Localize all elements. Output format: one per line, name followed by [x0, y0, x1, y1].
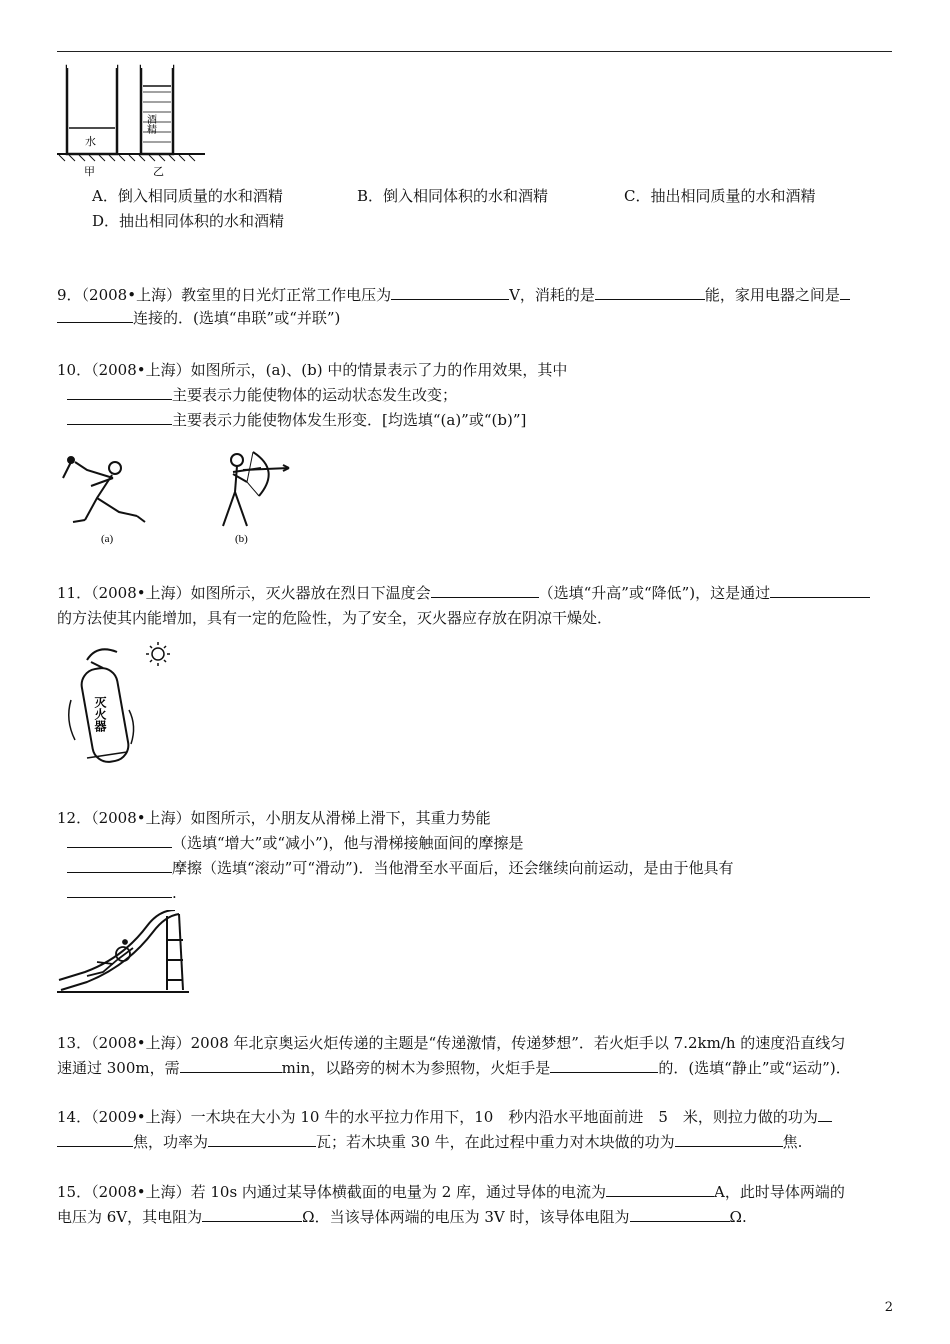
q11-blank-temperature[interactable]	[431, 583, 539, 598]
q9-line2	[57, 308, 340, 328]
q10-fig-a-label: (a)	[101, 533, 114, 545]
q10-line2	[57, 385, 457, 405]
q15-text-2: 电压为 6V，其电阻为	[57, 1208, 203, 1226]
q10-figure	[57, 448, 302, 548]
q9-text-1: 9．（2008•上海）教室里的日光灯正常工作电压为	[57, 286, 392, 304]
q9-text-2: V，消耗的是	[509, 286, 595, 304]
q9-line1	[57, 285, 850, 305]
q10-text-2: 主要表示力能使物体的运动状态发生改变；	[172, 386, 458, 404]
q12-text-3: 摩擦（选填“滚动”可“滑动”)．当他滑至水平面后，还会继续向前运动，是由于他具有	[172, 859, 734, 877]
q13-line2	[57, 1058, 851, 1078]
q8-containers-figure	[57, 62, 207, 180]
q15-line2	[57, 1207, 747, 1227]
sun-icon	[146, 642, 170, 666]
q12-text-2: （选填“增大”或“减小”)，他与滑梯接触面间的摩擦是	[172, 834, 524, 852]
q8-jia-label: 甲	[84, 166, 95, 178]
q9-blank-energy[interactable]	[595, 285, 705, 300]
q13-line1: 13．（2008•上海）2008 年北京奥运火炬传递的主题是“传递激情，传递梦想”．若火炬手以 7.2km/h 的速度沿直线匀	[57, 1034, 846, 1052]
q13-blank-time[interactable]	[180, 1058, 282, 1073]
q8-yi-label: 乙	[153, 166, 164, 178]
q10-line3	[57, 410, 526, 430]
q15-text-1: 15．（2008•上海）若 10s 内通过某导体横截面的电量为 2 库，通过导体的电流为	[57, 1183, 607, 1201]
header-rule	[57, 51, 892, 52]
q15-text-1b: A，此时导体两端的	[714, 1183, 845, 1201]
q12-line4	[57, 883, 177, 903]
page-number: 2	[884, 1300, 893, 1315]
q8-option-a: A．倒入相同质量的水和酒精	[92, 187, 283, 205]
q14-blank-power[interactable]	[208, 1132, 316, 1147]
q9-blank-connection-a[interactable]	[840, 285, 850, 300]
q12-blank-inertia[interactable]	[67, 883, 172, 898]
q14-line1	[57, 1107, 832, 1127]
q15-text-4: Ω.	[729, 1208, 747, 1226]
q15-blank-resistance[interactable]	[202, 1207, 302, 1222]
q8-water-label: 水	[85, 136, 96, 148]
q10-blank-motion[interactable]	[67, 385, 172, 400]
q14-text-1: 14．（2009•上海）一木块在大小为 10 牛的水平拉力作用下，10 秒内沿水平地面前进 5 米，则拉力做的功为	[57, 1108, 818, 1126]
q14-blank-gravity-work[interactable]	[675, 1132, 783, 1147]
q11-blank-method[interactable]	[770, 583, 870, 598]
q14-text-4: 焦.	[782, 1133, 803, 1151]
q11-line2: 的方法使其内能增加，具有一定的危险性，为了安全，灭火器应存放在阴凉干燥处．	[57, 609, 613, 627]
q14-text-3: 瓦；若木块重 30 牛，在此过程中重力对木块做的功为	[316, 1133, 675, 1151]
q12-line3	[57, 858, 734, 878]
q10-fig-b-label: (b)	[235, 533, 248, 545]
archer-figure	[223, 452, 289, 526]
q11-text-2: （选填“升高”或“降低”)，这是通过	[538, 584, 771, 602]
q12-slide-figure	[57, 910, 192, 995]
q9-text-4: 连接的．(选填“串联”或“并联”)	[133, 309, 341, 327]
q8-alcohol-label: 酒精	[144, 114, 156, 134]
q14-line2	[57, 1132, 802, 1152]
q14-blank-work-b[interactable]	[57, 1132, 133, 1147]
q12-text-4: .	[172, 884, 177, 902]
q9-blank-connection-b[interactable]	[57, 308, 133, 323]
q13-text-3: 的．(选填“静止”或“运动”)．	[658, 1059, 851, 1077]
batter-figure	[63, 457, 145, 522]
q13-text-1: 速通过 300m，需	[57, 1059, 180, 1077]
q8-option-d: D．抽出相同体积的水和酒精	[92, 212, 285, 230]
q11-line1	[57, 583, 870, 603]
q8-option-c: C．抽出相同质量的水和酒精	[624, 187, 816, 205]
q11-text-1: 11．（2008•上海）如图所示，灭火器放在烈日下温度会	[57, 584, 431, 602]
q14-text-2: 焦，功率为	[133, 1133, 209, 1151]
q15-blank-resistance-2[interactable]	[630, 1207, 730, 1222]
q15-text-3: Ω．当该导体两端的电压为 3V 时，该导体电阻为	[302, 1208, 630, 1226]
q15-blank-current[interactable]	[606, 1182, 714, 1197]
q15-line1	[57, 1182, 845, 1202]
q10-blank-deform[interactable]	[67, 410, 172, 425]
q10-text-3: 主要表示力能使物体发生形变．[均选填“(a)”或“(b)”]	[172, 411, 527, 429]
q11-extinguisher-label: 灭火器	[93, 696, 107, 732]
q13-text-2: min，以路旁的树木为参照物，火炬手是	[281, 1059, 551, 1077]
q12-blank-potential-energy[interactable]	[67, 833, 172, 848]
q13-blank-state[interactable]	[550, 1058, 658, 1073]
q11-extinguisher-figure	[57, 640, 192, 775]
q12-line1: 12．（2008•上海）如图所示，小朋友从滑梯上滑下，其重力势能	[57, 809, 491, 827]
q12-line2	[57, 833, 524, 853]
q12-blank-friction[interactable]	[67, 858, 172, 873]
q8-option-b: B．倒入相同体积的水和酒精	[357, 187, 549, 205]
q9-blank-voltage[interactable]	[391, 285, 509, 300]
q10-line1: 10．（2008•上海）如图所示，(a)、(b) 中的情景表示了力的作用效果，其中	[57, 361, 568, 379]
q14-blank-work-a[interactable]	[818, 1107, 832, 1122]
q9-text-3: 能，家用电器之间是	[704, 286, 840, 304]
